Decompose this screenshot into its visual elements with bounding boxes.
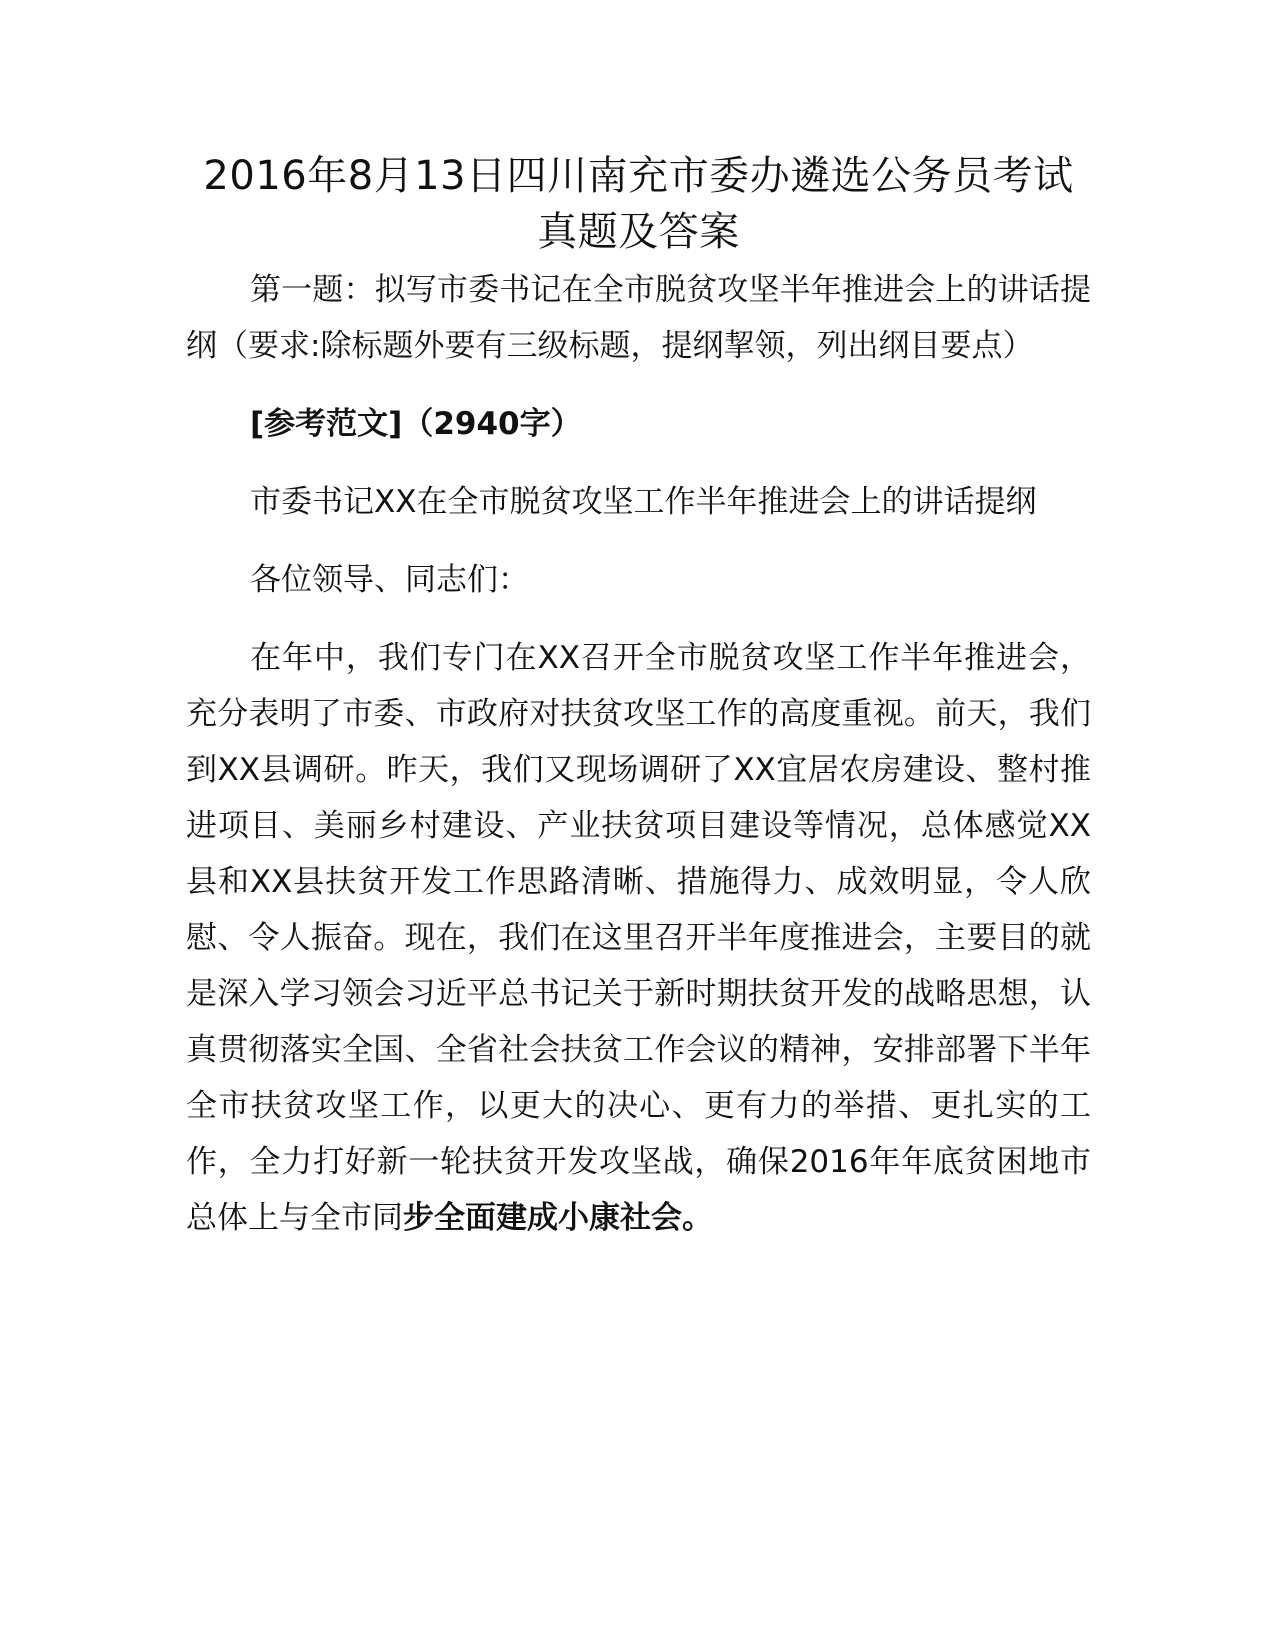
reference-label: [参考范文]（2940字）: [250, 406, 582, 442]
document-title: 2016年8月13日四川南充市委办遴选公务员考试真题及答案: [203, 153, 1074, 255]
body-paragraph-end: 步全面建成小康社会。: [403, 1200, 713, 1236]
body-paragraph: [186, 630, 1091, 1246]
salutation: 各位领导、同志们：: [250, 562, 529, 598]
question-1-text: 第一题：拟写市委书记在全市脱贫攻坚半年推进会上的讲话提纲（要求:除标题外要有三级标题，提纲挈领，列出纲目要点）: [186, 272, 1091, 364]
document-page: [186, 148, 1091, 1246]
speech-title: 市委书记XX在全市脱贫攻坚工作半年推进会上的讲话提纲: [250, 484, 1037, 520]
body-paragraph-text: 在年中，我们专门在XX召开全市脱贫攻坚工作半年推进会，充分表明了市委、市政府对扶贫攻坚工作的高度重视。前天，我们到XX县调研。昨天，我们又现场调研了XX宜居农房建设、整村推进项目、美丽乡村建设、产业扶贫项目建设等情况，总体感觉XX县和XX县扶贫开发工作思路清晰、措施得力、成效明显，令人欣慰、令人振奋。现在，我们在这里召开半年度推进会，主要目的就是深入学习领会习近平总书记关于新时期扶贫开发的战略思想，认真贯彻落实全国、全省社会扶贫工作会议的精神，安排部署下半年全市扶贫攻坚工作，以更大的决心、更有力的举措、更扎实的工作，全力打好新一轮扶贫开发攻坚战，确保2016年年底贫困地市总体上与全市同: [186, 640, 1091, 1236]
